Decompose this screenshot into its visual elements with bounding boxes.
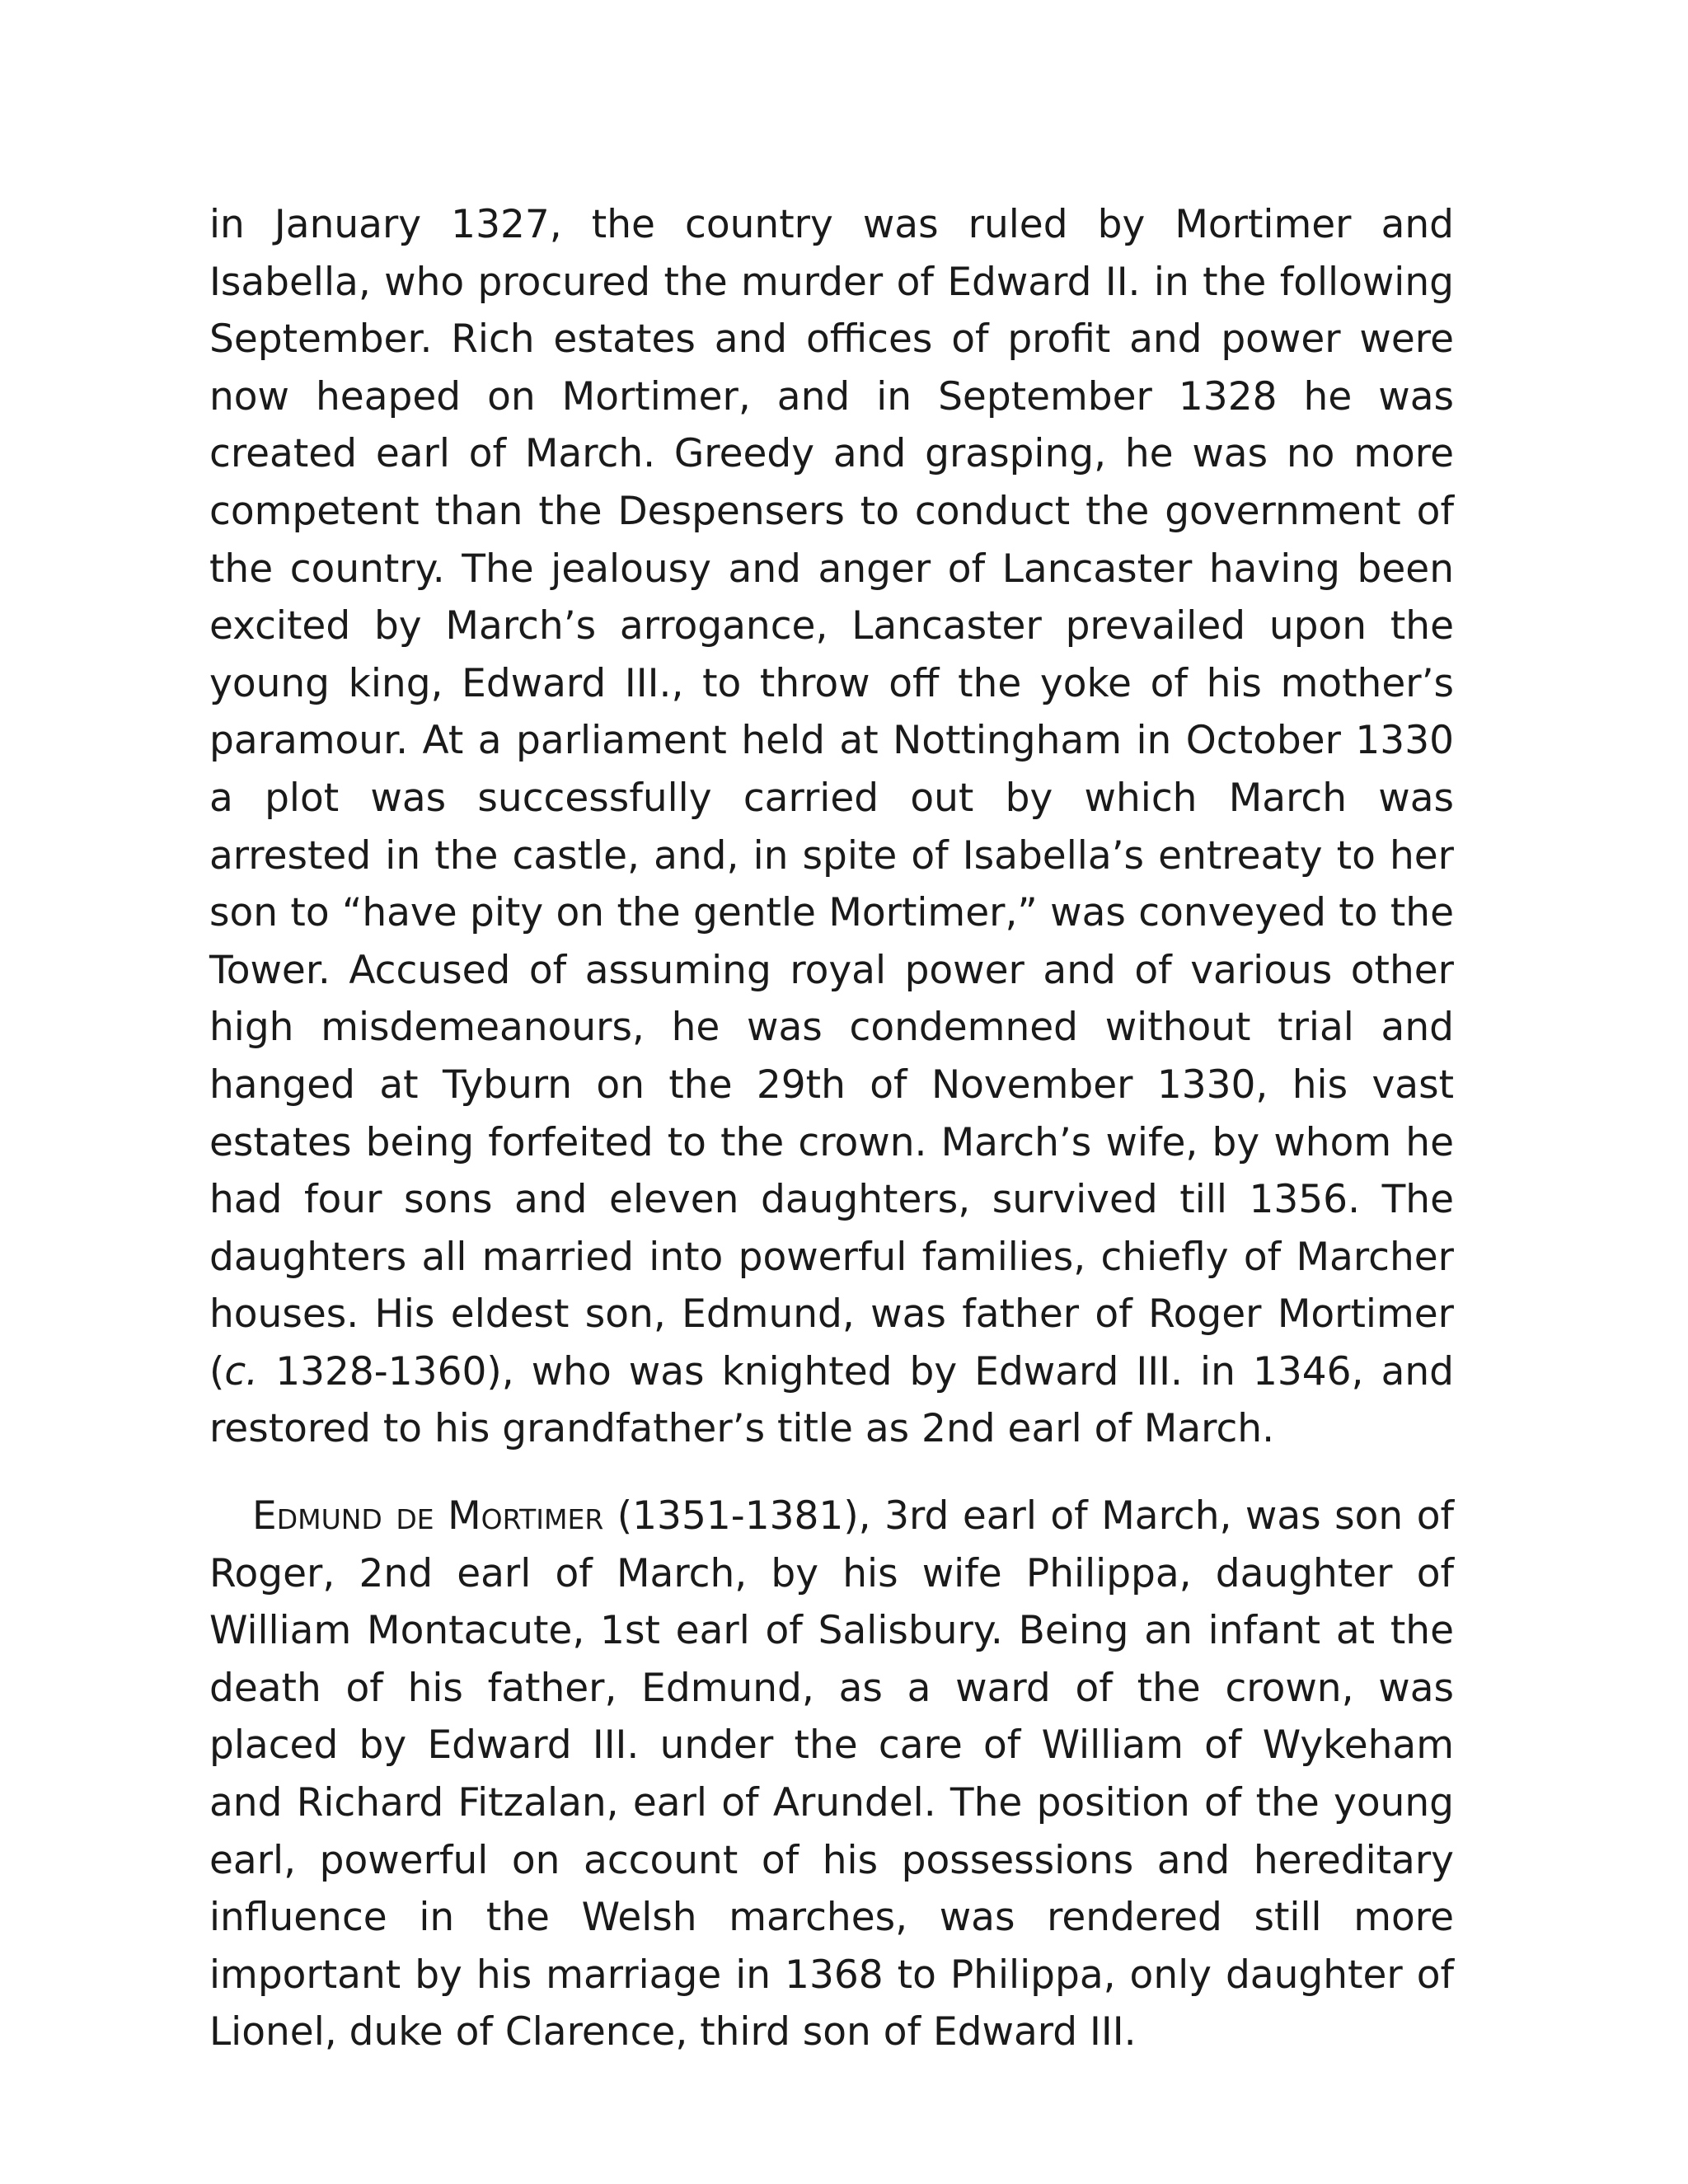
body-text bbox=[209, 196, 1454, 2061]
paragraph-roger-mortimer-continued bbox=[209, 196, 1454, 1458]
circa-abbreviation: c. bbox=[224, 1348, 259, 1394]
paragraph-1-text-a: in January 1327, the country was ruled by Mortimer and Isabella, who procured the murder of Edward II. in the following September. Rich estates and offices of profit and power were now heaped on Mortimer, and in September 1328 he was created earl of March. Greedy and grasping, he was no more competent than the Despensers to conduct the government of the country. The jealousy and anger of Lancaster having been excited by March’s arrogance, Lancaster prevailed upon the young king, Edward III., to throw off the yoke of his mother’s paramour. At a parliament held at Nottingham in October 1330 a plot was successfully carried out by which March was arrested in the castle, and, in spite of Isabella’s entreaty to her son to “have pity on the gentle Mortimer,” was conveyed to the Tower. Accused of assuming royal power and of various other high misdemeanours, he was condemned without trial and hanged at Tyburn on the 29th of November 1330, his vast estates being forfeited to the crown. March’s wife, by whom he had four sons and eleven daughters, survived till 1356. The daughters all married into powerful families, chiefly of Marcher houses. His eldest son, Edmund, was father of Roger Mortimer ( bbox=[209, 202, 1454, 1394]
paragraph-2-text: (1351-1381), 3rd earl of March, was son of Roger, 2nd earl of March, by his wife Philippa, daughter of William Montacute, 1st earl of Salisbury. Being an infant at the death of his father, Edmund, as a ward of the crown, was placed by Edward III. under the care of William of Wykeham and Richard Fitzalan, earl of Arundel. The position of the young earl, powerful on account of his possessions and hereditary influence in the Welsh marches, was rendered still more important by his marriage in 1368 to Philippa, only daughter of Lionel, duke of Clarence, third son of Edward III. bbox=[209, 1493, 1454, 2055]
paragraph-1-text-b: 1328-1360), who was knighted by Edward III. in 1346, and restored to his grandfather’s title as 2nd earl of March. bbox=[209, 1348, 1454, 1452]
entry-heading-name: Edmund de Mortimer bbox=[252, 1493, 604, 1540]
paragraph-edmund-de-mortimer bbox=[209, 1488, 1454, 2061]
